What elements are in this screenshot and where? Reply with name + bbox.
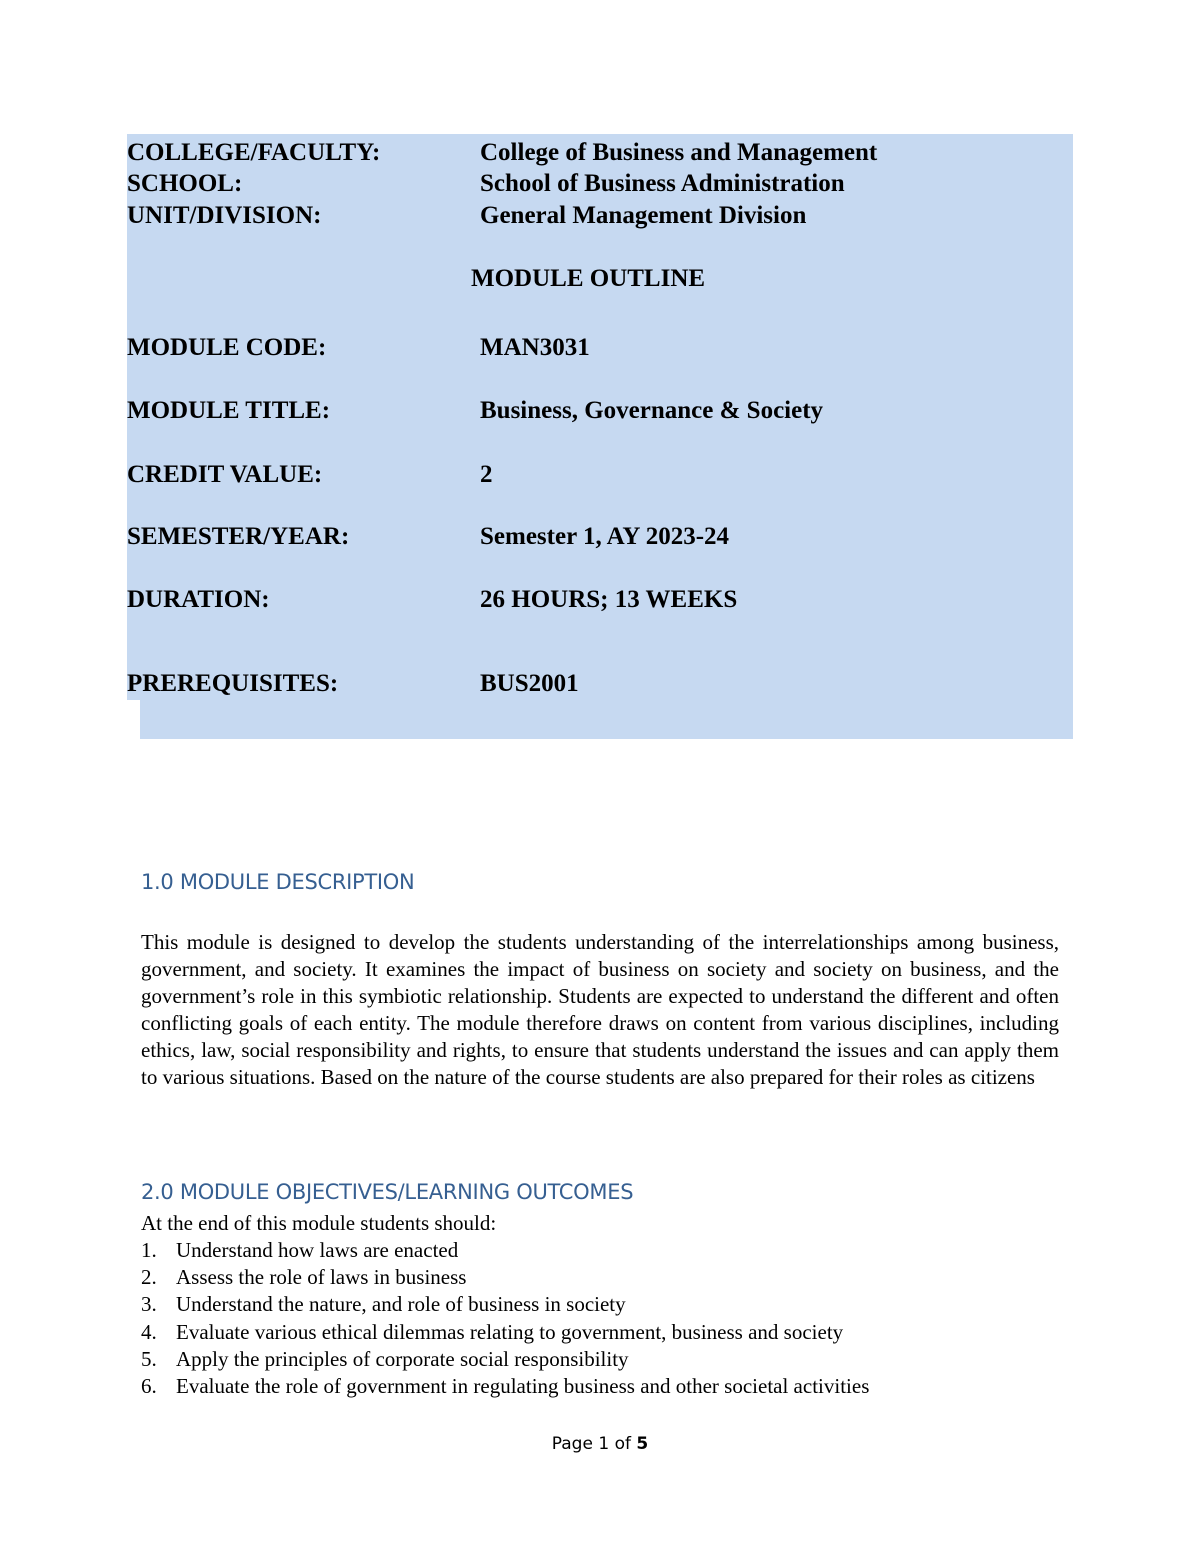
header-value: BUS2001 (480, 670, 579, 697)
header-value: 26 HOURS; 13 WEEKS (480, 586, 738, 613)
page-number-footer (0, 1432, 1200, 1456)
learning-outcomes-intro: At the end of this module students should: (141, 1211, 497, 1235)
header-label: DURATION: (127, 586, 270, 613)
page-number-prefix: Page (551, 1434, 599, 1454)
header-value: MAN3031 (480, 334, 590, 361)
header-label: SEMESTER/YEAR: (127, 523, 350, 550)
list-item (141, 1319, 869, 1346)
header-value: Business, Governance & Society (480, 397, 824, 424)
list-item (141, 1264, 869, 1291)
header-label: MODULE CODE: (127, 334, 327, 361)
list-item-number: 4. (141, 1319, 157, 1344)
header-label: COLLEGE/FACULTY: (127, 139, 381, 166)
list-item-number: 1. (141, 1238, 157, 1262)
section-heading-learning-outcomes: 2.0 MODULE OBJECTIVES/LEARNING OUTCOMES (141, 1180, 634, 1204)
list-item-text: Understand how laws are enacted (176, 1238, 459, 1262)
header-value: Semester 1, AY 2023-24 (480, 523, 730, 550)
header-label: PREREQUISITES: (127, 670, 339, 697)
list-item-text: Evaluate the role of government in regulating business and other societal activities (176, 1374, 870, 1399)
header-label: UNIT/DIVISION: (127, 202, 322, 229)
list-item-text: Understand the nature, and role of business in society (176, 1292, 626, 1317)
header-value: School of Business Administration (480, 170, 845, 197)
page-number-middle: of (609, 1434, 637, 1454)
learning-outcomes-list (141, 1237, 869, 1400)
list-item-text: Apply the principles of corporate social responsibility (176, 1346, 629, 1371)
header-value: College of Business and Management (480, 139, 878, 166)
list-item (141, 1237, 869, 1264)
header-label: SCHOOL: (127, 170, 243, 197)
list-item-number: 6. (141, 1374, 157, 1399)
list-item-number: 5. (141, 1346, 157, 1371)
list-item (141, 1373, 869, 1400)
header-value: 2 (480, 461, 493, 488)
module-description-paragraph: This module is designed to develop the students understanding of the interrelationships among business, government, and society. It examines the impact of business on society and society on business, and the government’s role in this symbiotic relationship. Students are expected to understand the different and often conflicting goals of each entity. The module therefore draws on content from various disciplines, including ethics, law, social responsibility and rights, to ensure that students understand the issues and can apply them to various situations. Based on the nature of the course students are also prepared for their roles as citizens (141, 930, 1059, 1089)
page-number-current: 1 (598, 1434, 610, 1454)
header-value: General Management Division (480, 202, 807, 229)
module-outline-title: MODULE OUTLINE (471, 265, 706, 292)
header-label: MODULE TITLE: (127, 397, 331, 424)
section-heading-module-description: 1.0 MODULE DESCRIPTION (141, 870, 415, 894)
page-number-total: 5 (636, 1434, 649, 1454)
list-item-number: 3. (141, 1292, 157, 1317)
list-item (141, 1346, 869, 1373)
list-item-text: Assess the role of laws in business (176, 1265, 467, 1290)
list-item-number: 2. (141, 1265, 157, 1290)
list-item (141, 1291, 869, 1318)
list-item-text: Evaluate various ethical dilemmas relating to government, business and society (176, 1319, 844, 1344)
header-label: CREDIT VALUE: (127, 461, 323, 488)
header-panel-notch (127, 700, 140, 740)
